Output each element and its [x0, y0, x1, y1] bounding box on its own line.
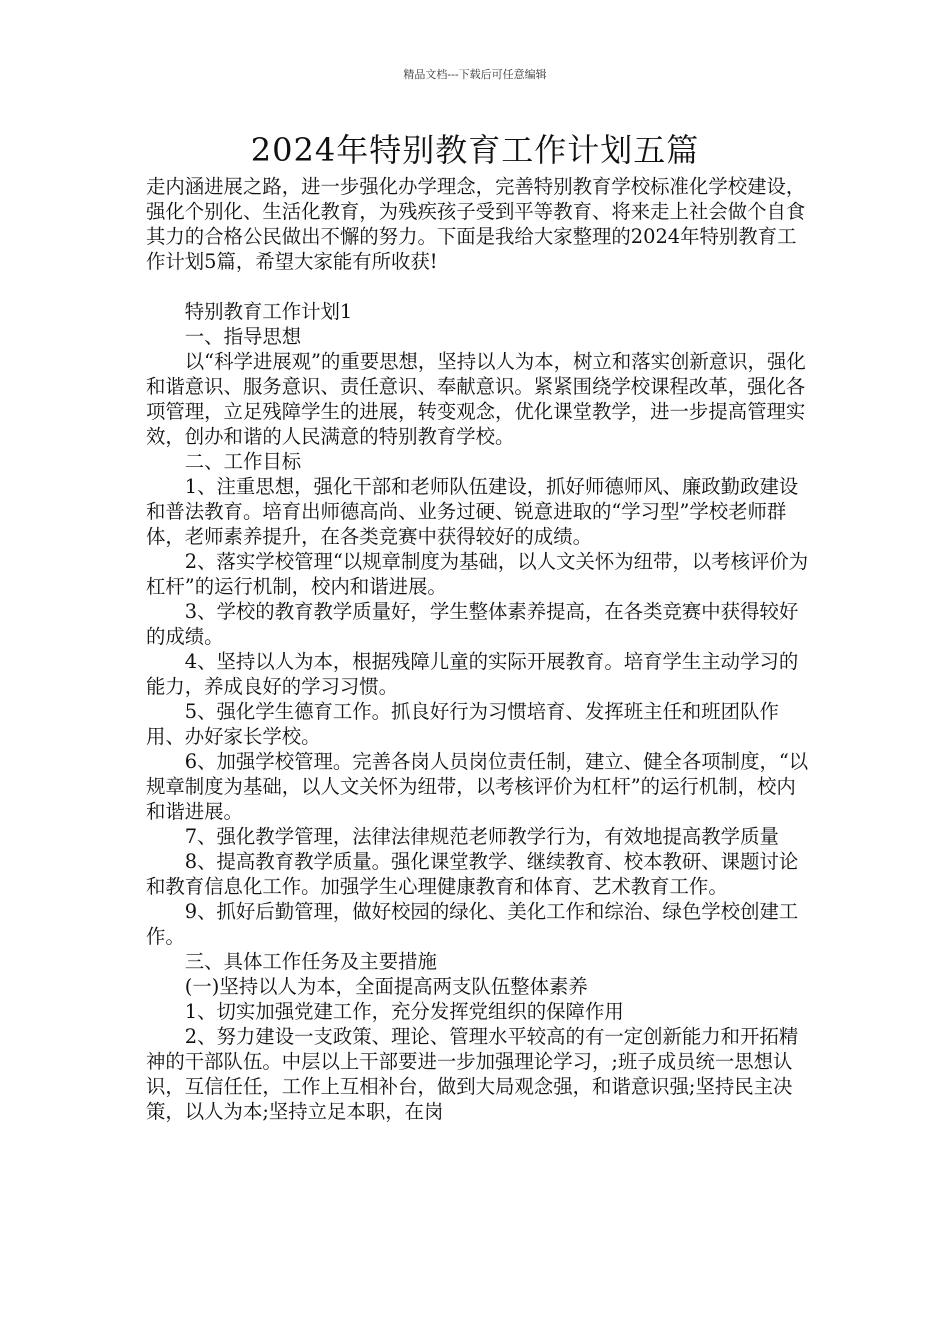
section-heading-tasks-measures: 三、具体工作任务及主要措施 [184, 950, 437, 973]
section-heading-plan-1: 特别教育工作计划1 [184, 300, 353, 323]
paragraph: 6、加强学校管理。完善各岗人员岗位责任制，建立、健全各项制度，“以规章制度为基础，以人文关怀为纽带，以考核评价为杠杆”的运行机制，校内和谐进展。 [146, 750, 809, 823]
page-header: 精品文档---下载后可任意编辑 [403, 68, 547, 81]
paragraph: 3、学校的教育教学质量好，学生整体素养提高，在各类竞赛中获得较好的成绩。 [146, 600, 799, 648]
paragraph: 9、抓好后勤管理，做好校园的绿化、美化工作和综治、绿色学校创建工作。 [146, 900, 799, 948]
document-body [146, 174, 810, 1124]
paragraph: 4、坚持以人为本，根据残障儿童的实际开展教育。培育学生主动学习的能力，养成良好的学习习惯。 [146, 650, 799, 698]
paragraph: 5、强化学生德育工作。抓良好行为习惯培育、发挥班主任和班团队作用、办好家长学校。 [146, 700, 779, 748]
paragraph: 2、落实学校管理“以规章制度为基础，以人文关怀为纽带，以考核评价为杠杆”的运行机制，校内和谐进展。 [146, 550, 809, 598]
document-title: 2024年特别教育工作计划五篇 [250, 131, 700, 169]
paragraph: 7、强化教学管理，法律法律规范老师教学行为，有效地提高教学质量 [184, 825, 779, 848]
paragraph: 1、注重思想，强化干部和老师队伍建设，抓好师德师风、廉政勤政建设和普法教育。培育出师德高尚、业务过硬、锐意进取的“学习型”学校老师群体，老师素养提升，在各类竞赛中获得较好的成绩。 [146, 475, 799, 548]
section-heading-work-goals: 二、工作目标 [184, 450, 302, 473]
intro-paragraph: 走内涵进展之路，进一步强化办学理念，完善特别教育学校标准化学校建设，强化个别化、生活化教育，为残疾孩子受到平等教育、将来走上社会做个自食其力的合格公民做出不懈的努力。下面是我给大家整理的2024年特别教育工作计划5篇，希望大家能有所收获! [146, 175, 806, 273]
subsection-heading: (一)坚持以人为本，全面提高两支队伍整体素养 [184, 975, 588, 998]
paragraph: 以“科学进展观”的重要思想，坚持以人为本，树立和落实创新意识，强化和谐意识、服务意识、责任意识、奉献意识。紧紧围绕学校课程改革，强化各项管理，立足残障学生的进展，转变观念，优化课堂教学，进一步提高管理实效，创办和谐的人民满意的特别教育学校。 [146, 350, 806, 448]
section-heading-guiding-ideology: 一、指导思想 [184, 325, 302, 348]
paragraph: 2、努力建设一支政策、理论、管理水平较高的有一定创新能力和开拓精神的干部队伍。中层以上干部要进一步加强理论学习，;班子成员统一思想认识，互信任任，工作上互相补台，做到大局观念强，和谐意识强;坚持民主决策，以人为本;坚持立足本职，在岗 [146, 1025, 799, 1123]
paragraph: 8、提高教育教学质量。强化课堂教学、继续教育、校本教研、课题讨论和教育信息化工作。加强学生心理健康教育和体育、艺术教育工作。 [146, 850, 799, 898]
paragraph: 1、切实加强党建工作，充分发挥党组织的保障作用 [184, 1000, 624, 1023]
